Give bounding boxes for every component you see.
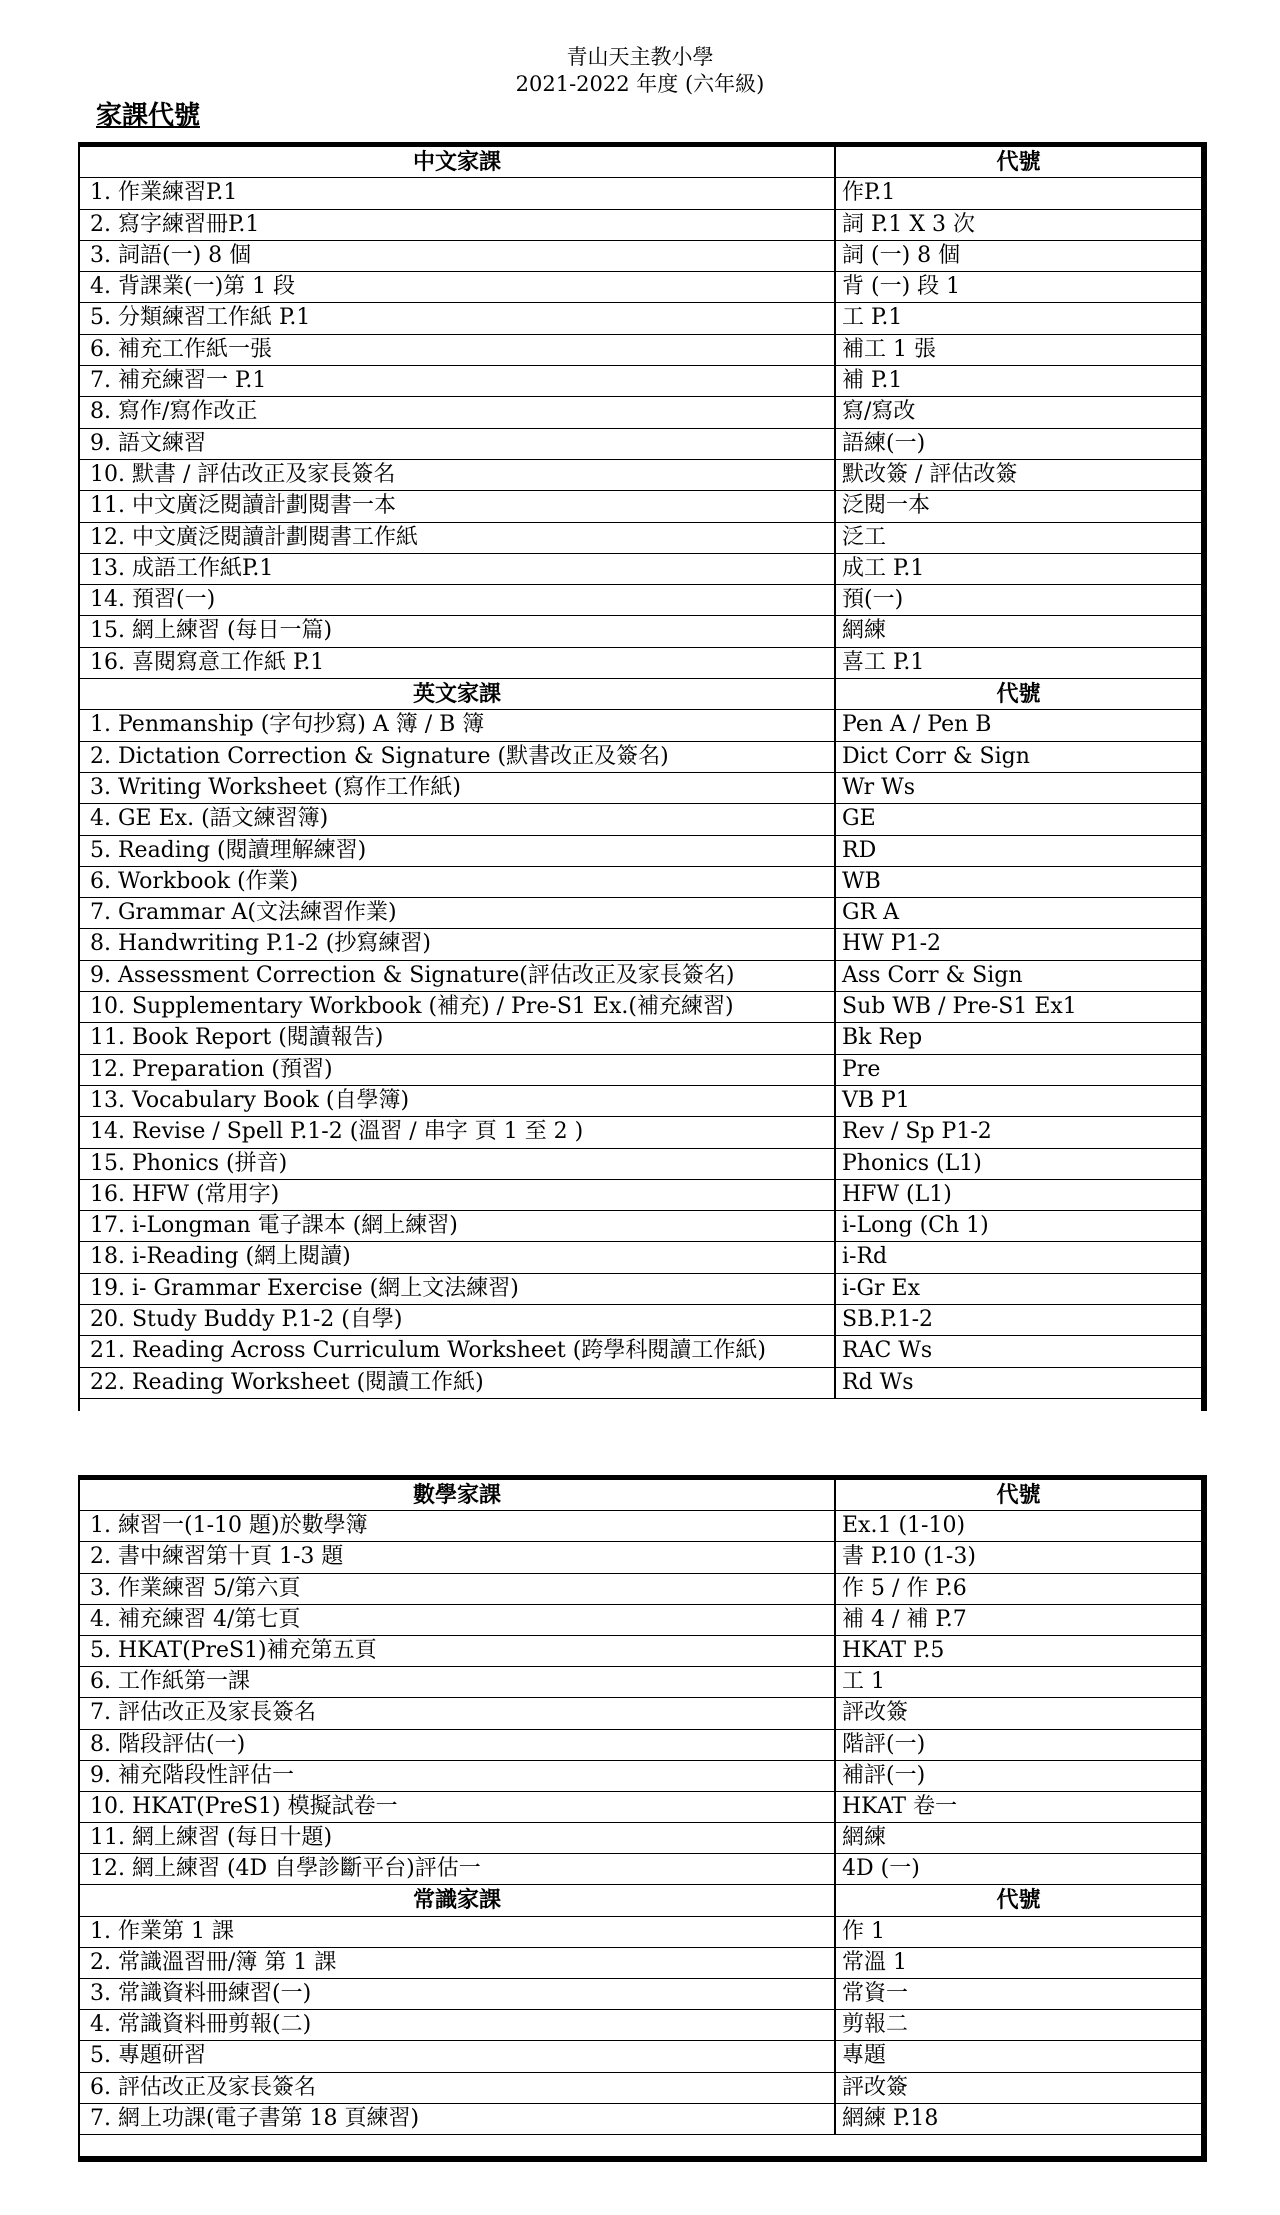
table-row — [80, 1023, 1201, 1054]
homework-code: 補 P.1 — [842, 368, 903, 394]
homework-item: 13. 成語工作紙P.1 — [80, 554, 836, 584]
table-row — [80, 1574, 1201, 1605]
homework-code: HKAT P.5 — [842, 1637, 945, 1663]
homework-code: 4D (一) — [842, 1856, 920, 1882]
table-row — [80, 2010, 1201, 2041]
homework-code: 喜工 P.1 — [842, 649, 925, 675]
table-row — [80, 1948, 1201, 1979]
homework-table-chinese-english — [78, 142, 1207, 1411]
homework-item: 9. 語文練習 — [80, 429, 836, 459]
subject-header: 數學家課 — [80, 1480, 836, 1510]
table-row — [80, 1917, 1201, 1948]
homework-code: 網練 — [842, 618, 887, 644]
homework-code: 補評(一) — [842, 1762, 926, 1788]
code-header: 代號 — [996, 1887, 1041, 1914]
homework-item: 4. 背課業(一)第 1 段 — [80, 272, 836, 302]
homework-item: 7. 補充練習一 P.1 — [80, 366, 836, 396]
homework-code: 作 1 — [842, 1918, 885, 1944]
homework-code: 補 4 / 補 P.7 — [842, 1606, 967, 1632]
table-row — [80, 335, 1201, 366]
homework-code: Pre — [842, 1056, 881, 1082]
table-header-row — [80, 147, 1201, 178]
table-row — [80, 1698, 1201, 1729]
homework-code: 泛工 — [842, 524, 887, 550]
homework-item: 13. Vocabulary Book (自學簿) — [80, 1086, 836, 1116]
homework-item: 3. 作業練習 5/第六頁 — [80, 1574, 836, 1604]
homework-item: 6. 補充工作紙一張 — [80, 335, 836, 365]
homework-item: 16. HFW (常用字) — [80, 1180, 836, 1210]
homework-code: 剪報二 — [842, 2012, 909, 2038]
homework-item: 1. 練習一(1-10 題)於數學簿 — [80, 1511, 836, 1541]
code-header: 代號 — [996, 149, 1041, 175]
homework-table-math-general — [78, 1475, 1207, 2162]
table-row — [80, 1368, 1201, 1399]
homework-code: 補工 1 張 — [842, 336, 936, 362]
table-row — [80, 1792, 1201, 1823]
homework-item: 12. 網上練習 (4D 自學診斷平台)評估一 — [80, 1854, 836, 1884]
table-row — [80, 1605, 1201, 1636]
table-row — [80, 961, 1201, 992]
table-row — [80, 836, 1201, 867]
homework-item: 12. Preparation (預習) — [80, 1055, 836, 1085]
school-name: 青山天主教小學 — [566, 45, 714, 69]
table-row — [80, 929, 1201, 960]
table-row — [80, 1730, 1201, 1761]
homework-code: WB — [842, 868, 881, 894]
homework-code: 作 5 / 作 P.6 — [842, 1575, 967, 1601]
table-row — [80, 648, 1201, 679]
homework-item: 8. Handwriting P.1-2 (抄寫練習) — [80, 929, 836, 959]
homework-item: 4. GE Ex. (語文練習簿) — [80, 804, 836, 834]
homework-code: Dict Corr & Sign — [842, 743, 1030, 769]
homework-code: Rev / Sp P1-2 — [842, 1119, 992, 1145]
homework-item: 3. Writing Worksheet (寫作工作紙) — [80, 773, 836, 803]
homework-item: 5. 分類練習工作紙 P.1 — [80, 303, 836, 333]
homework-code: Sub WB / Pre-S1 Ex1 — [842, 994, 1077, 1020]
homework-code: i-Rd — [842, 1244, 888, 1270]
table-row — [80, 460, 1201, 491]
homework-code: i-Long (Ch 1) — [842, 1213, 989, 1239]
table-row — [80, 429, 1201, 460]
page-title: 家課代號 — [96, 101, 201, 131]
homework-code: GR A — [842, 900, 900, 926]
homework-code: 成工 P.1 — [842, 555, 925, 581]
homework-item: 8. 階段評估(一) — [80, 1730, 836, 1760]
table-row — [80, 867, 1201, 898]
homework-code: 階評(一) — [842, 1731, 926, 1757]
homework-item: 11. 中文廣泛閱讀計劃閱書一本 — [80, 491, 836, 521]
table-row — [80, 1979, 1201, 2010]
table-row — [80, 1149, 1201, 1180]
table-row — [80, 2041, 1201, 2072]
homework-code: 預(一) — [842, 587, 904, 613]
table-row — [80, 1667, 1201, 1698]
table-row — [80, 1854, 1201, 1885]
homework-code: 書 P.10 (1-3) — [842, 1544, 976, 1570]
table-row — [80, 303, 1201, 334]
homework-code: Ass Corr & Sign — [842, 962, 1023, 988]
homework-code: 評改簽 — [842, 1700, 909, 1726]
table-row — [80, 1305, 1201, 1336]
homework-item: 1. 作業練習P.1 — [80, 178, 836, 208]
table-row — [80, 585, 1201, 616]
homework-code: GE — [842, 806, 876, 832]
homework-code: 泛閱一本 — [842, 493, 931, 519]
table-header-row — [80, 679, 1201, 710]
homework-item: 6. Workbook (作業) — [80, 867, 836, 897]
homework-code: 網練 — [842, 1825, 887, 1851]
homework-code: Phonics (L1) — [842, 1150, 982, 1176]
homework-item: 6. 工作紙第一課 — [80, 1667, 836, 1697]
homework-code: HKAT 卷一 — [842, 1793, 958, 1819]
school-year: 2021-2022 年度 (六年級) — [515, 72, 765, 96]
homework-item: 2. 常識溫習冊/簿 第 1 課 — [80, 1948, 836, 1978]
homework-code: 默改簽 / 評估改簽 — [842, 461, 1018, 487]
table-row — [80, 178, 1201, 209]
homework-item: 21. Reading Across Curriculum Worksheet (跨學科閱讀工作紙) — [80, 1336, 836, 1366]
homework-item: 4. 補充練習 4/第七頁 — [80, 1605, 836, 1635]
code-header: 代號 — [996, 1482, 1041, 1508]
homework-item: 10. 默書 / 評估改正及家長簽名 — [80, 460, 836, 490]
table-row — [80, 1336, 1201, 1367]
table-row — [80, 2104, 1201, 2135]
homework-code: Ex.1 (1-10) — [842, 1513, 966, 1539]
table-row — [80, 1055, 1201, 1086]
homework-code: 作P.1 — [842, 180, 896, 206]
homework-item: 7. 評估改正及家長簽名 — [80, 1698, 836, 1728]
homework-item: 5. Reading (閱讀理解練習) — [80, 836, 836, 866]
table-row — [80, 210, 1201, 241]
homework-code: Pen A / Pen B — [842, 712, 992, 738]
homework-item: 1. Penmanship (字句抄寫) A 簿 / B 簿 — [80, 710, 836, 740]
homework-item: 3. 常識資料冊練習(一) — [80, 1979, 836, 2009]
table-row — [80, 397, 1201, 428]
homework-code: 評改簽 — [842, 2074, 909, 2100]
table-header-row — [80, 1480, 1201, 1511]
table-row — [80, 1117, 1201, 1148]
homework-item: 2. 書中練習第十頁 1-3 題 — [80, 1542, 836, 1572]
homework-code: HW P1-2 — [842, 931, 942, 957]
homework-item: 16. 喜閱寫意工作紙 P.1 — [80, 648, 836, 678]
homework-item: 15. Phonics (拼音) — [80, 1149, 836, 1179]
homework-item: 22. Reading Worksheet (閱讀工作紙) — [80, 1368, 836, 1398]
table-row — [80, 1274, 1201, 1305]
homework-code: Wr Ws — [842, 774, 916, 800]
table-row — [80, 898, 1201, 929]
homework-code: 常溫 1 — [842, 1949, 907, 1975]
homework-code: 工 P.1 — [842, 305, 903, 331]
homework-item: 10. Supplementary Workbook (補充) / Pre-S1 Ex.(補充練習) — [80, 992, 836, 1022]
homework-item: 2. 寫字練習冊P.1 — [80, 210, 836, 240]
homework-item: 11. Book Report (閱讀報告) — [80, 1023, 836, 1053]
table-row — [80, 773, 1201, 804]
homework-code: 常資一 — [842, 1981, 909, 2006]
table-row — [80, 272, 1201, 303]
homework-code: 詞 P.1 X 3 次 — [842, 211, 975, 237]
homework-code: 寫/寫改 — [842, 399, 916, 425]
table-row — [80, 616, 1201, 647]
table-row — [80, 992, 1201, 1023]
homework-code: 詞 (一) 8 個 — [842, 242, 961, 268]
homework-item: 1. 作業第 1 課 — [80, 1917, 836, 1947]
homework-item: 4. 常識資料冊剪報(二) — [80, 2010, 836, 2040]
homework-code: 網練 P.18 — [842, 2105, 939, 2131]
homework-code: 專題 — [842, 2043, 887, 2069]
homework-code: VB P1 — [842, 1087, 910, 1113]
homework-code: RAC Ws — [842, 1338, 933, 1364]
homework-item: 19. i- Grammar Exercise (網上文法練習) — [80, 1274, 836, 1304]
homework-item: 11. 網上練習 (每日十題) — [80, 1823, 836, 1853]
table-row — [80, 804, 1201, 835]
homework-code: 語練(一) — [842, 430, 926, 456]
table-row — [80, 710, 1201, 741]
table-row — [80, 241, 1201, 272]
homework-item: 9. 補充階段性評估一 — [80, 1761, 836, 1791]
homework-code: HFW (L1) — [842, 1181, 952, 1207]
homework-item: 3. 詞語(一) 8 個 — [80, 241, 836, 271]
homework-item: 6. 評估改正及家長簽名 — [80, 2073, 836, 2103]
table-row — [80, 1086, 1201, 1117]
table-row — [80, 366, 1201, 397]
subject-header: 英文家課 — [80, 679, 836, 709]
table-row — [80, 523, 1201, 554]
homework-code: i-Gr Ex — [842, 1275, 921, 1301]
homework-code: Bk Rep — [842, 1025, 923, 1051]
table-row — [80, 1823, 1201, 1854]
table-row — [80, 1761, 1201, 1792]
homework-code: RD — [842, 837, 877, 863]
homework-item: 15. 網上練習 (每日一篇) — [80, 616, 836, 646]
homework-item: 12. 中文廣泛閱讀計劃閱書工作紙 — [80, 523, 836, 553]
table-row — [80, 1636, 1201, 1667]
homework-item: 8. 寫作/寫作改正 — [80, 397, 836, 427]
subject-header: 中文家課 — [80, 147, 836, 177]
homework-code: SB.P.1-2 — [842, 1306, 933, 1332]
table-row — [80, 1542, 1201, 1573]
homework-item: 7. Grammar A(文法練習作業) — [80, 898, 836, 928]
homework-item: 9. Assessment Correction & Signature(評估改正及家長簽名) — [80, 961, 836, 991]
homework-item: 20. Study Buddy P.1-2 (自學) — [80, 1305, 836, 1335]
homework-item: 17. i-Longman 電子課本 (網上練習) — [80, 1211, 836, 1241]
table-row — [80, 491, 1201, 522]
table-row — [80, 2073, 1201, 2104]
table-row — [80, 1242, 1201, 1273]
subject-header: 常識家課 — [80, 1885, 836, 1915]
homework-item: 18. i-Reading (網上閱讀) — [80, 1242, 836, 1272]
homework-item: 7. 網上功課(電子書第 18 頁練習) — [80, 2104, 836, 2134]
homework-item: 5. HKAT(PreS1)補充第五頁 — [80, 1636, 836, 1666]
homework-item: 10. HKAT(PreS1) 模擬試卷一 — [80, 1792, 836, 1822]
table-row — [80, 1211, 1201, 1242]
homework-item: 14. 預習(一) — [80, 585, 836, 615]
homework-item: 14. Revise / Spell P.1-2 (溫習 / 串字 頁 1 至 2 ) — [80, 1117, 836, 1147]
table-row — [80, 742, 1201, 773]
table-row — [80, 554, 1201, 585]
table-row — [80, 1180, 1201, 1211]
table-row — [80, 1511, 1201, 1542]
homework-item: 5. 專題研習 — [80, 2041, 836, 2071]
homework-code: 工 1 — [842, 1669, 885, 1695]
homework-code: 背 (一) 段 1 — [842, 274, 961, 300]
code-header: 代號 — [996, 681, 1041, 708]
homework-code: Rd Ws — [842, 1369, 914, 1395]
table-header-row — [80, 1885, 1201, 1916]
homework-item: 2. Dictation Correction & Signature (默書改正及簽名) — [80, 742, 836, 772]
